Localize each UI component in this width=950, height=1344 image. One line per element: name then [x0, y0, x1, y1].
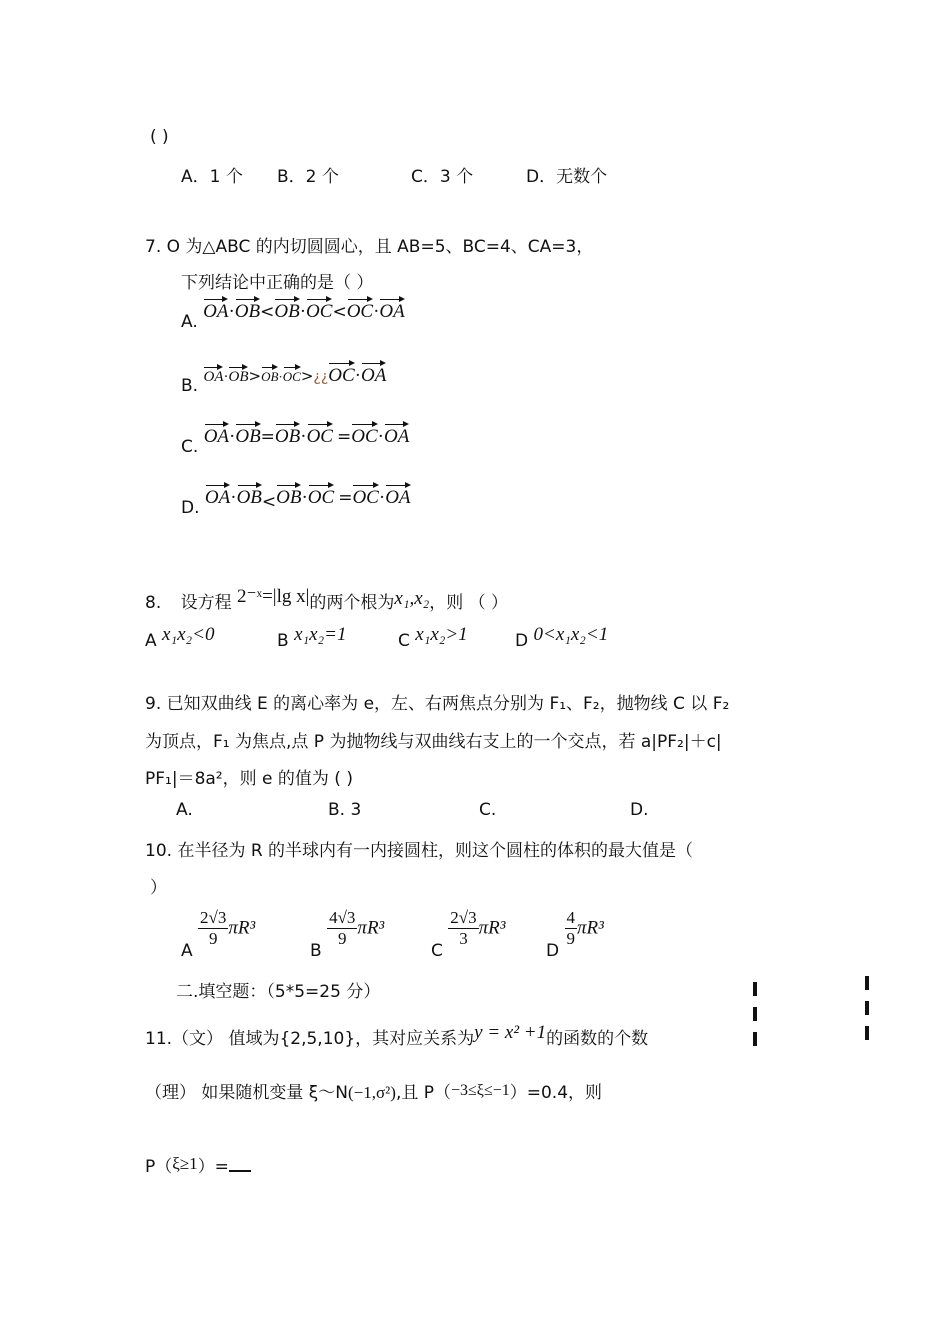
fraction-numerator: 4√3	[329, 908, 356, 927]
q11-wen	[145, 1022, 648, 1049]
option-label: C	[398, 631, 410, 651]
option-label: D	[546, 940, 560, 961]
option-expr: x₁x₂<0	[162, 624, 215, 645]
vector-ob: OB	[261, 365, 278, 385]
relation-sign: =	[336, 427, 352, 447]
q11-ask-condition: ξ≥1	[172, 1154, 198, 1173]
fraction-denominator: 9	[566, 929, 575, 948]
relation-sign: <	[260, 302, 275, 322]
vector-ob: OB	[237, 483, 262, 509]
q10-option-d	[546, 908, 604, 961]
margin-mark	[865, 1001, 869, 1015]
option-label: A	[145, 631, 157, 651]
q8-option-c	[398, 624, 468, 651]
garbled-glyph: ¿¿	[313, 369, 329, 385]
q11-wen-formula: y = x² +1	[474, 1022, 547, 1043]
q6-option-b: B．2 个	[277, 167, 339, 187]
q9-line-1: 9. 已知双曲线 E 的离心率为 e，左、右两焦点分别为 F₁、F₂，抛物线 C 以 F₂	[145, 694, 730, 714]
q8-option-b	[277, 624, 346, 651]
q7-option-d: D. OA·OB<OB·OC =OC·OA	[181, 483, 411, 518]
margin-mark	[753, 1007, 757, 1021]
fraction-numerator: 4	[566, 908, 575, 927]
vector-oa: OA	[379, 297, 404, 323]
vector-oc: OC	[328, 361, 354, 387]
vector-oc: OC	[352, 483, 378, 509]
q9-line-2: 为顶点，F₁ 为焦点,点 P 为抛物线与双曲线右支上的一个交点，若 a|PF₂|＋c|	[145, 732, 722, 752]
section-2-heading: 二.填空题：（5*5=25 分）	[176, 982, 381, 1002]
q6-answer-paren: ( )	[150, 127, 169, 147]
q7-option-b: B. OA·OB>OB·OC>¿¿OC·OA	[181, 361, 386, 396]
q11-li-mid: ,且 P（	[395, 1083, 451, 1103]
q10-option-a	[181, 908, 255, 961]
option-tail: πR³	[577, 917, 604, 939]
q11-li-pre: （理） 如果随机变量 ξ～N	[145, 1083, 349, 1103]
option-expr: x₁x₂=1	[294, 624, 347, 645]
vector-ob: OB	[276, 483, 301, 509]
option-expr: 0<x₁x₂<1	[533, 624, 609, 645]
q6-option-c: C．3 个	[411, 167, 474, 187]
q11-li-range: −3≤ξ≤−1	[451, 1082, 510, 1099]
q8-post: ，则 （ ）	[429, 593, 509, 613]
answer-blank[interactable]	[229, 1170, 251, 1172]
fraction-numerator: 2√3	[450, 908, 477, 927]
vector-oc: OC	[351, 422, 377, 448]
fraction-denominator: 3	[459, 929, 468, 948]
vector-oa: OA	[203, 365, 223, 386]
relation-sign: =	[338, 488, 353, 508]
q9-option-a: A.	[176, 800, 193, 820]
fraction-denominator: 9	[208, 929, 218, 948]
option-label: D.	[181, 498, 200, 518]
option-label: C	[431, 940, 443, 961]
q11-li-distribution: (−1,σ²)	[348, 1083, 396, 1102]
q11-li-post: ）=0.4，则	[509, 1083, 603, 1103]
fraction	[198, 908, 228, 949]
vector-ob: OB	[275, 422, 300, 448]
vector-ob: OB	[274, 297, 299, 323]
option-label: B	[277, 631, 289, 651]
option-label: D	[515, 631, 529, 651]
vector-oa: OA	[361, 361, 386, 387]
q7-option-c: C. OA·OB=OB·OC =OC·OA	[181, 422, 409, 457]
q9-option-c: C.	[479, 800, 497, 820]
q9-option-d: D.	[630, 800, 649, 820]
option-tail: πR³	[357, 917, 385, 939]
vector-ob: OB	[235, 297, 260, 323]
vector-oa: OA	[385, 483, 410, 509]
option-label: B	[310, 940, 322, 961]
fraction	[448, 908, 478, 949]
q10-line-1: 10. 在半径为 R 的半球内有一内接圆柱，则这个圆柱的体积的最大值是（	[145, 841, 694, 861]
q11-ask	[145, 1152, 251, 1177]
vector-ob: OB	[235, 422, 260, 448]
relation-sign: =	[260, 427, 275, 447]
vector-oa: OA	[204, 422, 229, 448]
q7-option-a: A. OA·OB<OB·OC<OC·OA	[181, 297, 405, 332]
q9-line-3: PF₁|＝8a²，则 e 的值为 ( )	[145, 769, 353, 789]
q8-pre: 设方程	[180, 593, 232, 613]
margin-mark	[753, 1032, 757, 1046]
q6-option-d: D．无数个	[526, 167, 608, 187]
option-label: A.	[181, 312, 198, 332]
fraction-numerator: 2√3	[200, 908, 227, 927]
margin-mark	[865, 1026, 869, 1040]
q7-ask: 下列结论中正确的是（ ）	[181, 273, 374, 293]
vector-ob: OB	[228, 365, 248, 386]
relation-sign: <	[261, 492, 277, 512]
relation-sign: <	[332, 302, 347, 322]
vector-oc: OC	[307, 422, 333, 448]
option-tail: πR³	[478, 917, 506, 939]
vector-oc: OC	[308, 483, 334, 509]
q11-ask-post: ）=	[197, 1157, 229, 1177]
option-label: C.	[181, 437, 199, 457]
q11-wen-post: 的函数的个数	[546, 1029, 649, 1049]
vector-oc: OC	[306, 297, 332, 323]
vector-oa: OA	[384, 422, 409, 448]
q8-option-d	[515, 624, 608, 651]
option-label: B.	[181, 376, 199, 396]
q8-equation: 2⁻ˣ=|lg x|	[237, 586, 310, 607]
relation-sign: >	[300, 367, 314, 385]
q11-ask-pre: P（	[145, 1157, 173, 1177]
margin-mark	[753, 982, 757, 996]
q8-roots: x₁,x₂	[394, 588, 430, 609]
margin-mark	[865, 976, 869, 990]
q11-wen-pre: 11.（文） 值域为{2,5,10}，其对应关系为	[145, 1029, 475, 1049]
q8-stem	[145, 585, 508, 613]
q11-li	[145, 1078, 602, 1103]
q8-option-a	[145, 624, 214, 651]
q10-line-2: ）	[150, 878, 167, 898]
q8-mid: 的两个根为	[309, 593, 395, 613]
q10-option-b	[310, 908, 384, 961]
q6-option-a: A．1 个	[181, 167, 243, 187]
vector-oa: OA	[205, 483, 230, 509]
vector-oa: OA	[203, 297, 228, 323]
q7-stem: 7. O 为△ABC 的内切圆圆心，且 AB=5、BC=4、CA=3，	[145, 237, 594, 257]
relation-sign: >	[248, 367, 262, 385]
fraction	[565, 908, 578, 949]
vector-oc: OC	[347, 297, 373, 323]
fraction	[327, 908, 357, 949]
q10-option-c	[431, 908, 505, 961]
question-number: 8.	[145, 593, 162, 613]
q9-option-b: B. 3	[328, 800, 362, 820]
fraction-denominator: 9	[338, 929, 347, 948]
option-expr: x₁x₂>1	[415, 624, 468, 645]
option-tail: πR³	[228, 917, 256, 939]
vector-oc: OC	[283, 365, 301, 385]
option-label: A	[181, 940, 193, 961]
